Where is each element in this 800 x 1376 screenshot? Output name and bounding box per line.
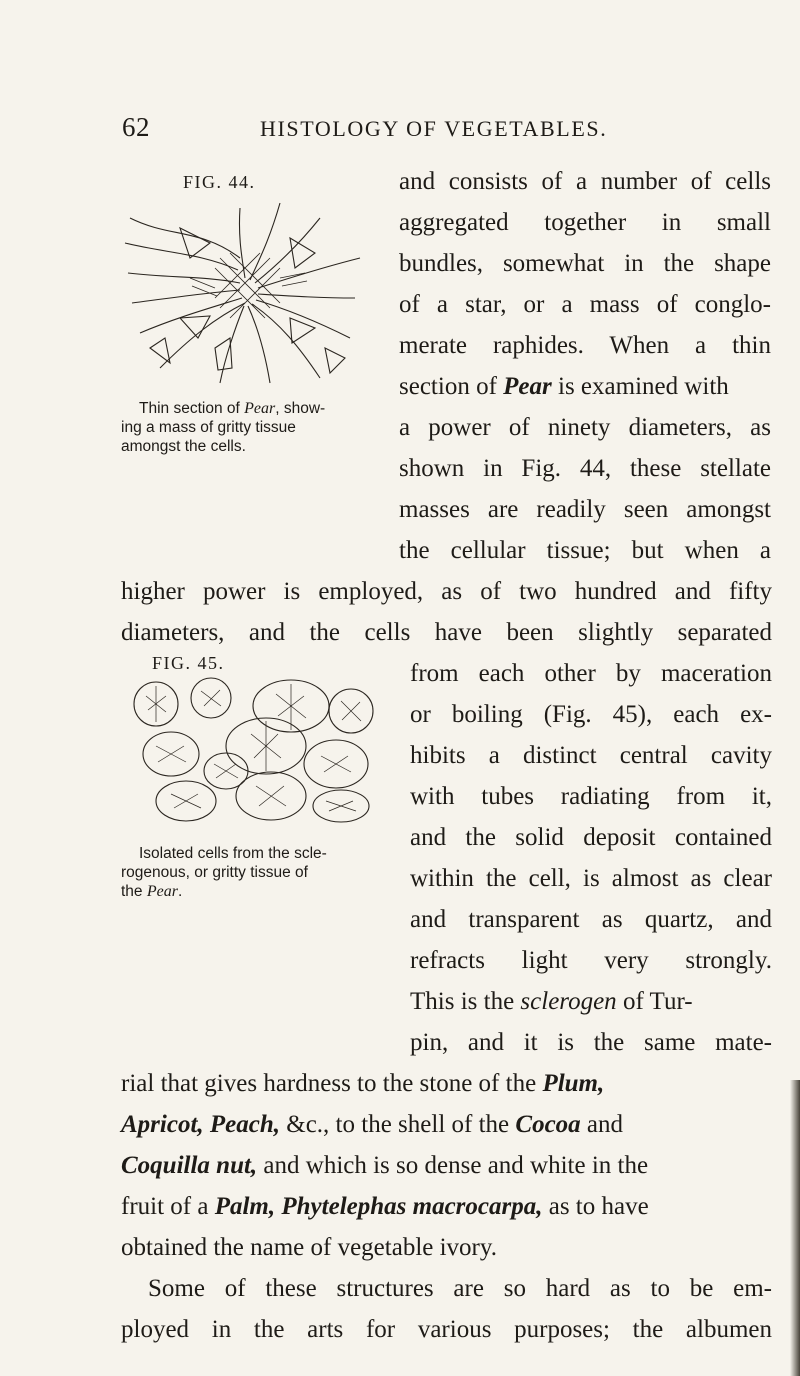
body-line: Apricot, Peach, &c., to the shell of the Cocoa and	[121, 1111, 624, 1138]
figure-45-caption: Isolated cells from the scle- rogenous, or gritty tissue of the Pear.	[121, 845, 327, 900]
body-line: within the cell, is almost as clear	[410, 865, 772, 892]
body-line: or boiling (Fig. 45), each ex-	[410, 701, 772, 728]
body-line: bundles, somewhat in the shape	[399, 250, 771, 277]
body-line: obtained the name of vegetable ivory.	[121, 1234, 498, 1261]
figure-44-label: FIG. 44.	[183, 172, 256, 192]
figure-45-label: FIG. 45.	[152, 653, 225, 673]
body-line: of a star, or a mass of conglo-	[399, 291, 771, 318]
body-line: pin, and it is the same mate-	[410, 1029, 772, 1056]
body-line: the cellular tissue; but when a	[399, 537, 771, 564]
body-line: section of Pear is examined with	[399, 373, 729, 400]
body-line: This is the sclerogen of Tur-	[410, 988, 693, 1015]
running-head: HISTOLOGY OF VEGETABLES.	[260, 116, 608, 141]
body-line: diameters, and the cells have been slightly separated	[121, 619, 772, 646]
page-edge-shadow	[790, 1080, 800, 1376]
body-line: rial that gives hardness to the stone of the Plum,	[121, 1070, 605, 1097]
body-line: fruit of a Palm, Phytelephas macrocarpa, as to have	[121, 1193, 649, 1220]
body-line: ployed in the arts for various purposes; the albumen	[121, 1316, 772, 1343]
page-header	[0, 112, 800, 152]
body-line: Some of these structures are so hard as to be em-	[148, 1275, 772, 1302]
figure-45-illustration	[126, 676, 384, 826]
body-line: and transparent as quartz, and	[410, 906, 772, 933]
figure-44-illustration	[120, 198, 370, 388]
body-line: with tubes radiating from it,	[410, 783, 772, 810]
body-line: and consists of a number of cells	[399, 168, 771, 195]
body-line: shown in Fig. 44, these stellate	[399, 455, 771, 482]
body-line: Coquilla nut, and which is so dense and white in the	[121, 1152, 649, 1179]
body-line: merate raphides. When a thin	[399, 332, 771, 359]
body-line: and the solid deposit contained	[410, 824, 772, 851]
figure-44-caption: Thin section of Pear, show- ing a mass of gritty tissue amongst the cells.	[121, 400, 326, 455]
body-line: a power of ninety diameters, as	[399, 414, 771, 441]
body-line: aggregated together in small	[399, 209, 771, 236]
body-line: hibits a distinct central cavity	[410, 742, 772, 769]
body-line: from each other by maceration	[410, 660, 772, 687]
body-line: refracts light very strongly.	[410, 947, 772, 974]
body-line: masses are readily seen amongst	[399, 496, 771, 523]
page-number: 62	[122, 112, 150, 142]
body-line: higher power is employed, as of two hundred and fifty	[121, 578, 772, 605]
